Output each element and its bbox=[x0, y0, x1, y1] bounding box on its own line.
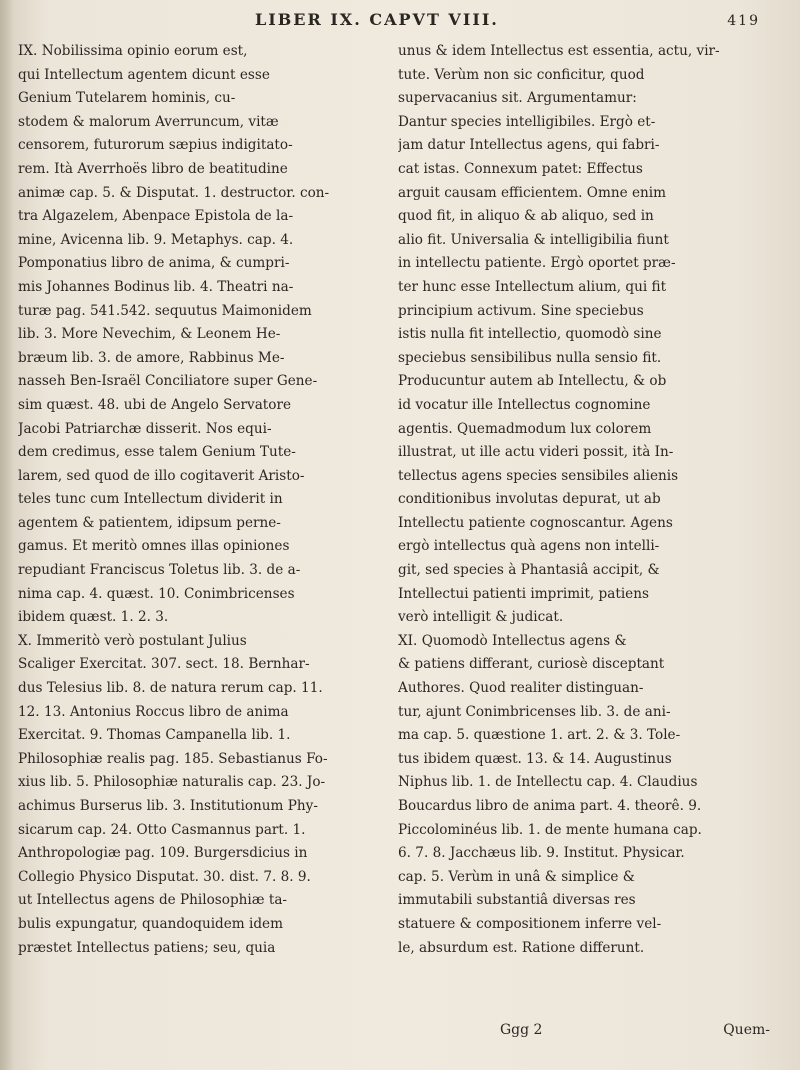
text-line: Anthropologiæ pag. 109. Burgersdicius in bbox=[18, 845, 308, 862]
text-line: ter hunc esse Intellectum alium, qui fit bbox=[398, 278, 667, 295]
signature-mark: Ggg 2 bbox=[500, 1022, 543, 1038]
text-line: larem, sed quod de illo cogitaverit Aristo- bbox=[18, 467, 305, 484]
text-line: id vocatur ille Intellectus cognomine bbox=[398, 396, 651, 413]
text-line: tus ibidem quæst. 13. & 14. Augustinus bbox=[398, 750, 672, 767]
text-line: ibidem quæst. 1. 2. 3. bbox=[18, 609, 169, 626]
text-line: 12. 13. Antonius Roccus libro de anima bbox=[18, 703, 289, 720]
text-line: Philosophiæ realis pag. 185. Sebastianus Fo- bbox=[18, 750, 328, 767]
text-line: 6. 7. 8. Jacchæus lib. 9. Institut. Physicar. bbox=[398, 845, 685, 862]
text-line: qui Intellectum agentem dicunt esse bbox=[18, 66, 270, 83]
text-line: animæ cap. 5. & Disputat. 1. destructor. con- bbox=[18, 184, 330, 201]
text-line: præstet Intellectus patiens; seu, quia bbox=[18, 939, 276, 956]
text-line: supervacanius sit. Argumentamur: bbox=[398, 90, 637, 107]
text-line: mine, Avicenna lib. 9. Metaphys. cap. 4. bbox=[18, 231, 294, 248]
left-column bbox=[18, 40, 368, 960]
text-line: Producuntur autem ab Intellectu, & ob bbox=[398, 373, 667, 390]
text-line: Niphus lib. 1. de Intellectu cap. 4. Claudius bbox=[398, 774, 698, 791]
text-line: X. Immeritò verò postulant Julius bbox=[18, 632, 247, 649]
text-line: tellectus agens species sensibiles alienis bbox=[398, 467, 679, 484]
text-line: ma cap. 5. quæstione 1. art. 2. & 3. Tole- bbox=[398, 727, 681, 744]
text-line: cat istas. Connexum patet: Effectus bbox=[398, 160, 643, 177]
text-line: dus Telesius lib. 8. de natura rerum cap. 11. bbox=[18, 680, 323, 697]
text-line: repudiant Franciscus Toletus lib. 3. de a- bbox=[18, 562, 301, 579]
text-line: teles tunc cum Intellectum dividerit in bbox=[18, 491, 283, 508]
text-line: Boucardus libro de anima part. 4. theorê. 9. bbox=[398, 798, 702, 814]
text-line: agentem & patientem, idipsum perne- bbox=[18, 514, 281, 531]
text-line: tra Algazelem, Abenpace Epistola de la- bbox=[18, 208, 294, 225]
text-line: bræum lib. 3. de amore, Rabbinus Me- bbox=[18, 349, 285, 366]
text-line: conditionibus involutas depurat, ut ab bbox=[398, 491, 661, 508]
page-footer bbox=[500, 1022, 770, 1038]
text-line: ergò intellectus quà agens non intelli- bbox=[398, 538, 660, 555]
text-line: IX. Nobilissima opinio eorum est, bbox=[18, 43, 248, 59]
text-line: Exercitat. 9. Thomas Campanella lib. 1. bbox=[18, 727, 291, 744]
text-line: tute. Verùm non sic conficitur, quod bbox=[398, 66, 645, 83]
text-line: turæ pag. 541.542. sequutus Maimonidem bbox=[18, 302, 312, 319]
text-line: in intellectu patiente. Ergò oportet præ- bbox=[398, 255, 676, 272]
text-line: gamus. Et meritò omnes illas opiniones bbox=[18, 538, 290, 555]
text-line: principium activum. Sine speciebus bbox=[398, 302, 644, 319]
text-line: Piccolominéus lib. 1. de mente humana cap. bbox=[398, 821, 702, 838]
text-line: quod fit, in aliquo & ab aliquo, sed in bbox=[398, 208, 654, 225]
text-line: arguit causam efficientem. Omne enim bbox=[398, 184, 666, 201]
text-line: achimus Burserus lib. 3. Institutionum Phy- bbox=[18, 798, 318, 814]
text-line: nasseh Ben-Israël Conciliatore super Gene- bbox=[18, 373, 318, 390]
running-header bbox=[255, 10, 760, 36]
text-line: unus & idem Intellectus est essentia, actu, vir- bbox=[398, 43, 720, 59]
text-line: Jacobi Patriarchæ disserit. Nos equi- bbox=[18, 420, 272, 437]
text-line: stodem & malorum Averruncum, vitæ bbox=[18, 113, 279, 130]
text-line: le, absurdum est. Ratione differunt. bbox=[398, 939, 645, 956]
text-line: Intellectui patienti imprimit, patiens bbox=[398, 585, 649, 602]
text-line: cap. 5. Verùm in unâ & simplice & bbox=[398, 868, 635, 885]
text-line: Collegio Physico Disputat. 30. dist. 7. 8. 9. bbox=[18, 868, 311, 885]
text-line: Authores. Quod realiter distinguan- bbox=[398, 680, 644, 697]
text-line: illustrat, ut ille actu videri possit, ità In- bbox=[398, 444, 674, 461]
text-line: xius lib. 5. Philosophiæ naturalis cap. 23. Jo- bbox=[18, 774, 326, 791]
text-line: nima cap. 4. quæst. 10. Conimbricenses bbox=[18, 585, 295, 602]
page-gutter-shadow bbox=[0, 0, 14, 1070]
text-line: censorem, futurorum sæpius indigitato- bbox=[18, 137, 293, 154]
text-line: rem. Ità Averrhoës libro de beatitudine bbox=[18, 160, 288, 177]
text-line: alio fit. Universalia & intelligibilia fiunt bbox=[398, 231, 669, 248]
text-line: bulis expungatur, quandoquidem idem bbox=[18, 915, 283, 932]
text-line: agentis. Quemadmodum lux colorem bbox=[398, 420, 652, 437]
text-line: statuere & compositionem inferre vel- bbox=[398, 915, 662, 932]
text-line: jam datur Intellectus agens, qui fabri- bbox=[398, 137, 660, 154]
text-line: speciebus sensibilibus nulla sensio fit. bbox=[398, 349, 662, 366]
text-line: verò intelligit & judicat. bbox=[398, 609, 564, 626]
text-line: dem credimus, esse talem Genium Tute- bbox=[18, 444, 296, 461]
text-line: XI. Quomodò Intellectus agens & bbox=[398, 632, 627, 649]
text-line: git, sed species à Phantasiâ accipit, & bbox=[398, 562, 660, 579]
text-line: lib. 3. More Nevechim, & Leonem He- bbox=[18, 326, 281, 343]
text-line: sim quæst. 48. ubi de Angelo Servatore bbox=[18, 396, 291, 413]
text-line: Scaliger Exercitat. 307. sect. 18. Bernhar- bbox=[18, 656, 310, 673]
text-line: mis Johannes Bodinus lib. 4. Theatri na- bbox=[18, 278, 294, 295]
text-line: Genium Tutelarem hominis, cu- bbox=[18, 90, 236, 107]
text-line: Intellectu patiente cognoscantur. Agens bbox=[398, 514, 673, 531]
text-line: Dantur species intelligibiles. Ergò et- bbox=[398, 113, 656, 130]
text-line: & patiens differant, curiosè disceptant bbox=[398, 656, 665, 673]
text-line: istis nulla fit intellectio, quomodò sine bbox=[398, 326, 662, 343]
running-title: LIBER IX. CAPVT VIII. bbox=[255, 10, 499, 29]
catchword: Quem- bbox=[723, 1022, 770, 1038]
text-line: tur, ajunt Conimbricenses lib. 3. de ani- bbox=[398, 703, 671, 720]
text-line: Pomponatius libro de anima, & cumpri- bbox=[18, 255, 290, 272]
text-line: ut Intellectus agens de Philosophiæ ta- bbox=[18, 892, 288, 909]
text-line: immutabili substantiâ diversas res bbox=[398, 892, 636, 909]
page-number: 419 bbox=[727, 13, 760, 29]
right-column bbox=[398, 40, 758, 960]
text-line: sicarum cap. 24. Otto Casmannus part. 1. bbox=[18, 821, 306, 838]
